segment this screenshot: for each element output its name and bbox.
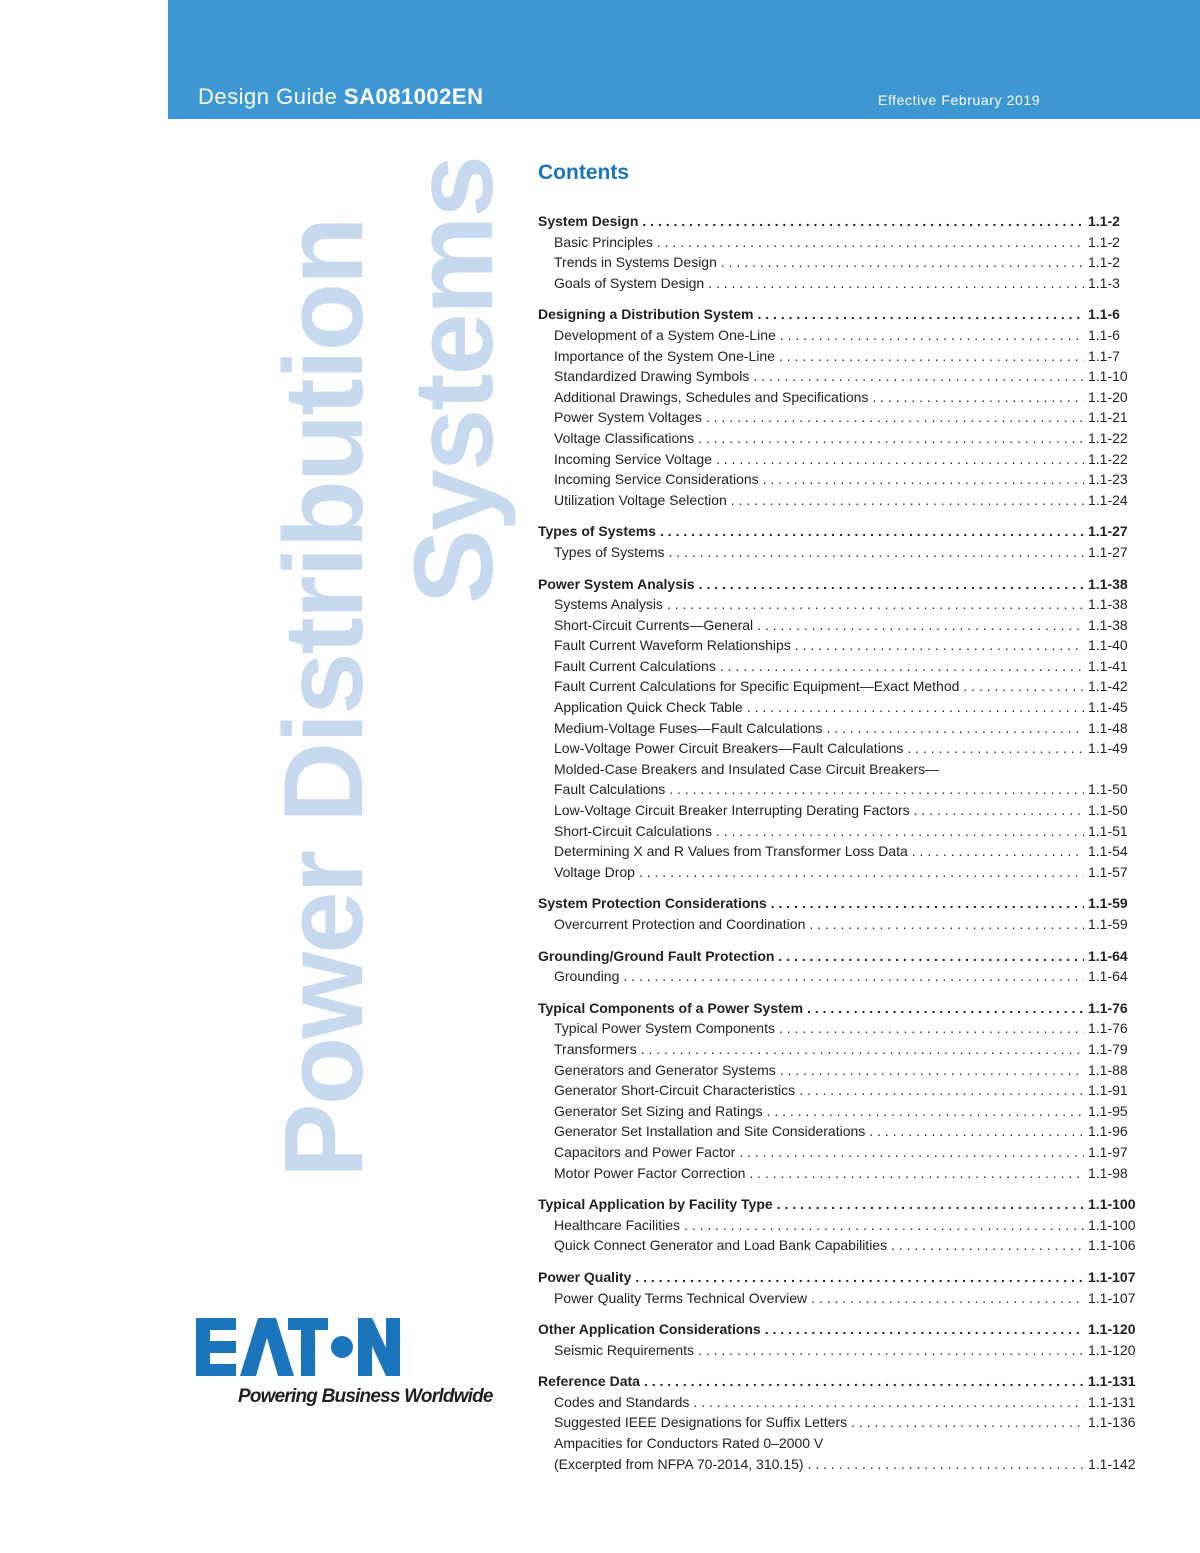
dot-leader xyxy=(693,1392,1084,1413)
toc-entry-label: Quick Connect Generator and Load Bank Capabilities xyxy=(554,1237,888,1254)
dot-leader xyxy=(708,273,1084,294)
toc-entry-page: 1.1-51 xyxy=(1088,822,1128,839)
guide-code: SA081002EN xyxy=(343,84,484,109)
dot-leader xyxy=(757,304,1084,325)
toc-entry[interactable] xyxy=(538,635,1140,656)
dot-leader xyxy=(644,1371,1084,1392)
toc-entry-label: Additional Drawings, Schedules and Specifications xyxy=(554,388,869,405)
toc-entry[interactable] xyxy=(538,490,1140,511)
toc-entry-label: Power System Voltages xyxy=(554,409,702,426)
toc-section xyxy=(538,893,1140,934)
toc-entry-label: Power Quality Terms Technical Overview xyxy=(554,1289,808,1306)
toc-section-heading-page: 1.1-100 xyxy=(1088,1196,1136,1213)
toc-section-heading-label: Typical Components of a Power System xyxy=(538,999,804,1016)
effective-date: Effective February 2019 xyxy=(878,92,1041,108)
toc-section-heading[interactable] xyxy=(538,1194,1140,1215)
toc-entry-label: Voltage Classifications xyxy=(554,429,695,446)
toc-entry[interactable] xyxy=(538,656,1140,677)
dot-leader xyxy=(706,407,1084,428)
toc-entry[interactable] xyxy=(538,428,1140,449)
dot-leader xyxy=(872,387,1084,408)
toc-entry-label: Standardized Drawing Symbols xyxy=(554,368,750,385)
toc-entry-page: 1.1-59 xyxy=(1088,916,1128,932)
toc-entry-page: 1.1-21 xyxy=(1088,409,1128,426)
toc-section-heading-label: Other Application Considerations xyxy=(538,1321,761,1338)
dot-leader xyxy=(777,1194,1084,1215)
dot-leader xyxy=(684,1215,1084,1236)
toc-entry[interactable] xyxy=(538,366,1140,387)
toc-section-heading-page: 1.1-59 xyxy=(1088,895,1128,912)
dot-leader xyxy=(716,449,1084,470)
toc-section-heading-label: Types of Systems xyxy=(538,523,657,540)
toc-entry-label: Development of a System One-Line xyxy=(554,326,776,343)
dot-leader xyxy=(716,821,1084,842)
toc-entry[interactable] xyxy=(538,821,1140,842)
toc-entry[interactable] xyxy=(538,387,1140,408)
toc-entry-label: Voltage Drop xyxy=(554,863,635,880)
toc-section-heading-label: Power Quality xyxy=(538,1268,632,1285)
vertical-title-line1: Power Distribution xyxy=(261,218,386,1178)
toc-entry-label: Generator Set Sizing and Ratings xyxy=(554,1102,763,1119)
toc-entry-page: 1.1-95 xyxy=(1088,1102,1128,1119)
toc-section-heading-label: Reference Data xyxy=(538,1373,640,1390)
toc-entry-label: Transformers xyxy=(554,1040,637,1057)
toc-entry-label: Typical Power System Components xyxy=(554,1020,775,1037)
toc-entry[interactable] xyxy=(538,914,1140,935)
toc-entry[interactable] xyxy=(538,252,1140,273)
toc-entry-label: Suggested IEEE Designations for Suffix Letters xyxy=(554,1414,848,1431)
toc-entry-label: (Excerpted from NFPA 70-2014, 310.15) xyxy=(554,1455,804,1472)
toc-section-heading-page: 1.1-107 xyxy=(1088,1268,1136,1285)
dot-leader xyxy=(963,676,1084,697)
toc-entry-label: Trends in Systems Design xyxy=(554,254,717,271)
toc-section-heading[interactable] xyxy=(538,211,1140,232)
dot-leader xyxy=(753,366,1084,387)
dot-leader xyxy=(657,232,1084,253)
toc-entry-page: 1.1-96 xyxy=(1088,1123,1128,1140)
toc-entry-page: 1.1-106 xyxy=(1088,1237,1136,1254)
toc-entry-label: Low-Voltage Power Circuit Breakers—Fault Calculations xyxy=(554,740,904,757)
toc-entry-page: 1.1-79 xyxy=(1088,1040,1128,1057)
toc-entry-label: Systems Analysis xyxy=(554,596,663,613)
toc-entry-page: 1.1-2 xyxy=(1088,233,1120,250)
toc-section-heading-page: 1.1-131 xyxy=(1088,1373,1136,1390)
toc-entry-page: 1.1-107 xyxy=(1088,1289,1136,1306)
dot-leader xyxy=(780,325,1084,346)
dot-leader xyxy=(721,252,1084,273)
toc-section-heading-page: 1.1-38 xyxy=(1088,575,1128,592)
toc-entry-page: 1.1-64 xyxy=(1088,968,1128,985)
toc-entry-label: Overcurrent Protection and Coordination xyxy=(554,916,806,932)
toc-section-heading[interactable] xyxy=(538,521,1140,542)
dot-leader xyxy=(763,469,1084,490)
dot-leader xyxy=(757,615,1084,636)
toc-entry-label: Codes and Standards xyxy=(554,1393,690,1410)
toc-entry-page: 1.1-120 xyxy=(1088,1341,1136,1358)
dot-leader xyxy=(779,1018,1084,1039)
toc-entry-label: Fault Current Calculations for Specific Equipment—Exact Method xyxy=(554,678,960,695)
toc-entry-page: 1.1-6 xyxy=(1088,326,1120,343)
dot-leader xyxy=(778,946,1084,967)
toc-section-heading[interactable] xyxy=(538,946,1140,967)
toc-entry[interactable] xyxy=(538,718,1140,739)
toc-section-heading-page: 1.1-2 xyxy=(1088,213,1120,229)
toc-entry[interactable] xyxy=(538,615,1140,636)
toc-section-heading[interactable] xyxy=(538,893,1140,914)
toc-entry[interactable] xyxy=(538,449,1140,470)
toc-entry-page: 1.1-142 xyxy=(1088,1455,1136,1472)
toc-entry[interactable] xyxy=(538,1142,1140,1163)
dot-leader xyxy=(720,656,1084,677)
toc-entry[interactable] xyxy=(538,407,1140,428)
toc-entry-label: Fault Calculations xyxy=(554,781,666,798)
toc-entry[interactable] xyxy=(538,1215,1140,1236)
dot-leader xyxy=(698,1340,1084,1361)
toc-entry-page: 1.1-2 xyxy=(1088,254,1120,271)
contents-heading: Contents xyxy=(538,161,629,184)
toc-entry-page: 1.1-131 xyxy=(1088,1393,1136,1410)
toc-section-heading[interactable] xyxy=(538,574,1140,595)
toc-entry[interactable] xyxy=(538,1288,1140,1309)
dot-leader xyxy=(642,211,1084,232)
toc-entry-page: 1.1-22 xyxy=(1088,450,1128,467)
dot-leader xyxy=(779,346,1084,367)
toc-section-heading-page: 1.1-76 xyxy=(1088,999,1128,1016)
toc-entry[interactable] xyxy=(538,594,1140,615)
dot-leader xyxy=(869,1121,1084,1142)
dot-leader xyxy=(731,490,1084,511)
dot-leader xyxy=(780,1060,1084,1081)
toc-entry-page: 1.1-100 xyxy=(1088,1216,1136,1233)
toc-entry-page: 1.1-40 xyxy=(1088,637,1128,654)
toc-entry-label: Motor Power Factor Correction xyxy=(554,1164,746,1181)
toc-entry[interactable] xyxy=(538,1101,1140,1122)
dot-leader xyxy=(771,893,1084,914)
toc-entry-page: 1.1-88 xyxy=(1088,1061,1128,1078)
toc-entry-page: 1.1-136 xyxy=(1088,1414,1136,1431)
toc-entry-page: 1.1-48 xyxy=(1088,719,1128,736)
dot-leader xyxy=(826,718,1084,739)
brand-tagline: Powering Business Worldwide xyxy=(238,1386,493,1407)
toc-entry[interactable] xyxy=(538,1018,1140,1039)
toc-entry-page: 1.1-49 xyxy=(1088,740,1128,757)
toc-entry-label: Determining X and R Values from Transformer Loss Data xyxy=(554,843,908,860)
toc-entry[interactable] xyxy=(538,779,1140,800)
toc-entry-page: 1.1-24 xyxy=(1088,491,1128,508)
toc-entry[interactable] xyxy=(538,862,1140,883)
guide-prefix: Design Guide xyxy=(198,84,344,109)
toc-entry-label: Incoming Service Voltage xyxy=(554,450,712,467)
toc-entry-page: 1.1-45 xyxy=(1088,699,1128,716)
toc-entry-page: 1.1-20 xyxy=(1088,388,1128,405)
toc-entry-label: Molded-Case Breakers and Insulated Case Circuit Breakers— xyxy=(554,760,940,777)
dot-leader xyxy=(739,1142,1084,1163)
dot-leader xyxy=(639,862,1084,883)
dot-leader xyxy=(811,1288,1084,1309)
toc-section xyxy=(538,998,1140,1183)
toc-entry-label: Generator Set Installation and Site Considerations xyxy=(554,1123,866,1140)
toc-entry[interactable] xyxy=(538,273,1140,294)
dot-leader xyxy=(809,914,1084,935)
toc-entry[interactable] xyxy=(538,325,1140,346)
toc-entry[interactable] xyxy=(538,469,1140,490)
toc-section xyxy=(538,304,1140,510)
vertical-title-line2: Systems xyxy=(391,157,516,604)
toc-section xyxy=(538,1319,1140,1360)
dot-leader xyxy=(808,1454,1084,1475)
toc-entry-label: Ampacities for Conductors Rated 0–2000 V xyxy=(554,1435,824,1452)
toc-entry-page: 1.1-27 xyxy=(1088,543,1128,560)
toc-section-heading-page: 1.1-120 xyxy=(1088,1321,1136,1338)
toc-entry-page: 1.1-22 xyxy=(1088,429,1128,446)
toc-entry-page: 1.1-23 xyxy=(1088,471,1128,488)
toc-entry[interactable] xyxy=(538,1433,1140,1454)
toc-entry-page: 1.1-76 xyxy=(1088,1020,1128,1037)
toc-entry[interactable] xyxy=(538,1412,1140,1433)
dot-leader xyxy=(660,521,1084,542)
toc-entry-label: Short-Circuit Currents—General xyxy=(554,616,754,633)
toc-section-heading[interactable] xyxy=(538,998,1140,1019)
toc-entry[interactable] xyxy=(538,1235,1140,1256)
toc-section-heading[interactable] xyxy=(538,1371,1140,1392)
dot-leader xyxy=(765,1319,1084,1340)
toc-entry[interactable] xyxy=(538,1340,1140,1361)
toc-entry-page: 1.1-54 xyxy=(1088,843,1128,860)
dot-leader xyxy=(851,1412,1084,1433)
toc-entry[interactable] xyxy=(538,759,1140,780)
toc-entry-page: 1.1-38 xyxy=(1088,616,1128,633)
toc-entry-label: Low-Voltage Circuit Breaker Interrupting Derating Factors xyxy=(554,802,910,819)
toc-entry[interactable] xyxy=(538,346,1140,367)
guide-title xyxy=(198,84,483,110)
toc-section xyxy=(538,521,1140,562)
dot-leader xyxy=(667,594,1084,615)
toc-entry[interactable] xyxy=(538,800,1140,821)
dot-leader xyxy=(698,428,1084,449)
toc-entry[interactable] xyxy=(538,542,1140,563)
toc-entry-label: Goals of System Design xyxy=(554,274,705,291)
toc-section xyxy=(538,1194,1140,1256)
toc-entry-label: Utilization Voltage Selection xyxy=(554,491,727,508)
dot-leader xyxy=(641,1039,1084,1060)
toc-entry-page: 1.1-97 xyxy=(1088,1143,1128,1160)
toc-section-heading-label: Typical Application by Facility Type xyxy=(538,1196,773,1213)
table-of-contents xyxy=(538,211,1140,1485)
dot-leader xyxy=(795,635,1084,656)
toc-entry-label: Basic Principles xyxy=(554,233,653,250)
toc-entry-label: Generators and Generator Systems xyxy=(554,1061,776,1078)
toc-entry-page: 1.1-98 xyxy=(1088,1164,1128,1181)
toc-section-heading-page: 1.1-27 xyxy=(1088,523,1128,540)
toc-section-heading[interactable] xyxy=(538,1319,1140,1340)
toc-entry-label: Importance of the System One-Line xyxy=(554,347,775,364)
dot-leader xyxy=(747,697,1084,718)
toc-entry-page: 1.1-3 xyxy=(1088,274,1120,291)
toc-entry-label: Capacitors and Power Factor xyxy=(554,1143,736,1160)
toc-section-heading[interactable] xyxy=(538,304,1140,325)
toc-entry-page: 1.1-42 xyxy=(1088,678,1128,695)
toc-entry-page: 1.1-41 xyxy=(1088,657,1128,674)
toc-section-heading-page: 1.1-64 xyxy=(1088,947,1128,964)
toc-entry-label: Healthcare Facilities xyxy=(554,1216,681,1233)
dot-leader xyxy=(623,966,1084,987)
dot-leader xyxy=(907,738,1084,759)
dot-leader xyxy=(699,574,1084,595)
toc-entry[interactable] xyxy=(538,697,1140,718)
toc-entry-label: Short-Circuit Calculations xyxy=(554,822,712,839)
toc-section xyxy=(538,574,1140,883)
toc-entry[interactable] xyxy=(538,1121,1140,1142)
toc-entry[interactable] xyxy=(538,1454,1140,1475)
toc-entry-label: Generator Short-Circuit Characteristics xyxy=(554,1082,796,1099)
toc-section-heading-label: System Protection Considerations xyxy=(538,895,767,912)
toc-entry[interactable] xyxy=(538,676,1140,697)
toc-entry-page: 1.1-50 xyxy=(1088,802,1128,819)
dot-leader xyxy=(807,998,1084,1019)
toc-entry[interactable] xyxy=(538,738,1140,759)
dot-leader xyxy=(912,841,1084,862)
toc-entry[interactable] xyxy=(538,1163,1140,1184)
dot-leader xyxy=(767,1101,1084,1122)
toc-entry-page: 1.1-50 xyxy=(1088,781,1128,798)
toc-section-heading-page: 1.1-6 xyxy=(1088,306,1120,323)
toc-section xyxy=(538,1267,1140,1308)
toc-entry[interactable] xyxy=(538,966,1140,987)
toc-section-heading-label: System Design xyxy=(538,213,639,229)
toc-section xyxy=(538,1371,1140,1474)
toc-section xyxy=(538,211,1140,293)
toc-entry-label: Types of Systems xyxy=(554,543,665,560)
toc-entry-label: Application Quick Check Table xyxy=(554,699,743,716)
toc-entry-label: Seismic Requirements xyxy=(554,1341,695,1358)
toc-entry-label: Fault Current Calculations xyxy=(554,657,716,674)
toc-entry-label: Incoming Service Considerations xyxy=(554,471,759,488)
toc-entry-page: 1.1-7 xyxy=(1088,347,1120,364)
toc-section-heading-label: Power System Analysis xyxy=(538,575,695,592)
toc-section-heading[interactable] xyxy=(538,1267,1140,1288)
toc-section-heading-label: Designing a Distribution System xyxy=(538,306,754,323)
dot-leader xyxy=(914,800,1084,821)
dot-leader xyxy=(635,1267,1084,1288)
toc-entry[interactable] xyxy=(538,841,1140,862)
toc-entry-page: 1.1-91 xyxy=(1088,1082,1128,1099)
toc-section xyxy=(538,946,1140,987)
toc-section-heading-label: Grounding/Ground Fault Protection xyxy=(538,947,775,964)
toc-entry-label: Fault Current Waveform Relationships xyxy=(554,637,791,654)
toc-entry[interactable] xyxy=(538,232,1140,253)
toc-entry-label: Grounding xyxy=(554,968,620,985)
toc-entry-page: 1.1-57 xyxy=(1088,863,1128,880)
toc-entry-page: 1.1-10 xyxy=(1088,368,1128,385)
dot-leader xyxy=(668,542,1084,563)
toc-entry[interactable] xyxy=(538,1080,1140,1101)
dot-leader xyxy=(799,1080,1084,1101)
toc-entry[interactable] xyxy=(538,1039,1140,1060)
dot-leader xyxy=(669,779,1084,800)
toc-entry[interactable] xyxy=(538,1392,1140,1413)
toc-entry-label: Medium-Voltage Fuses—Fault Calculations xyxy=(554,719,823,736)
toc-entry[interactable] xyxy=(538,1060,1140,1081)
toc-entry-page: 1.1-38 xyxy=(1088,596,1128,613)
dot-leader xyxy=(749,1163,1084,1184)
dot-leader xyxy=(891,1235,1084,1256)
eaton-logo xyxy=(196,1318,400,1376)
